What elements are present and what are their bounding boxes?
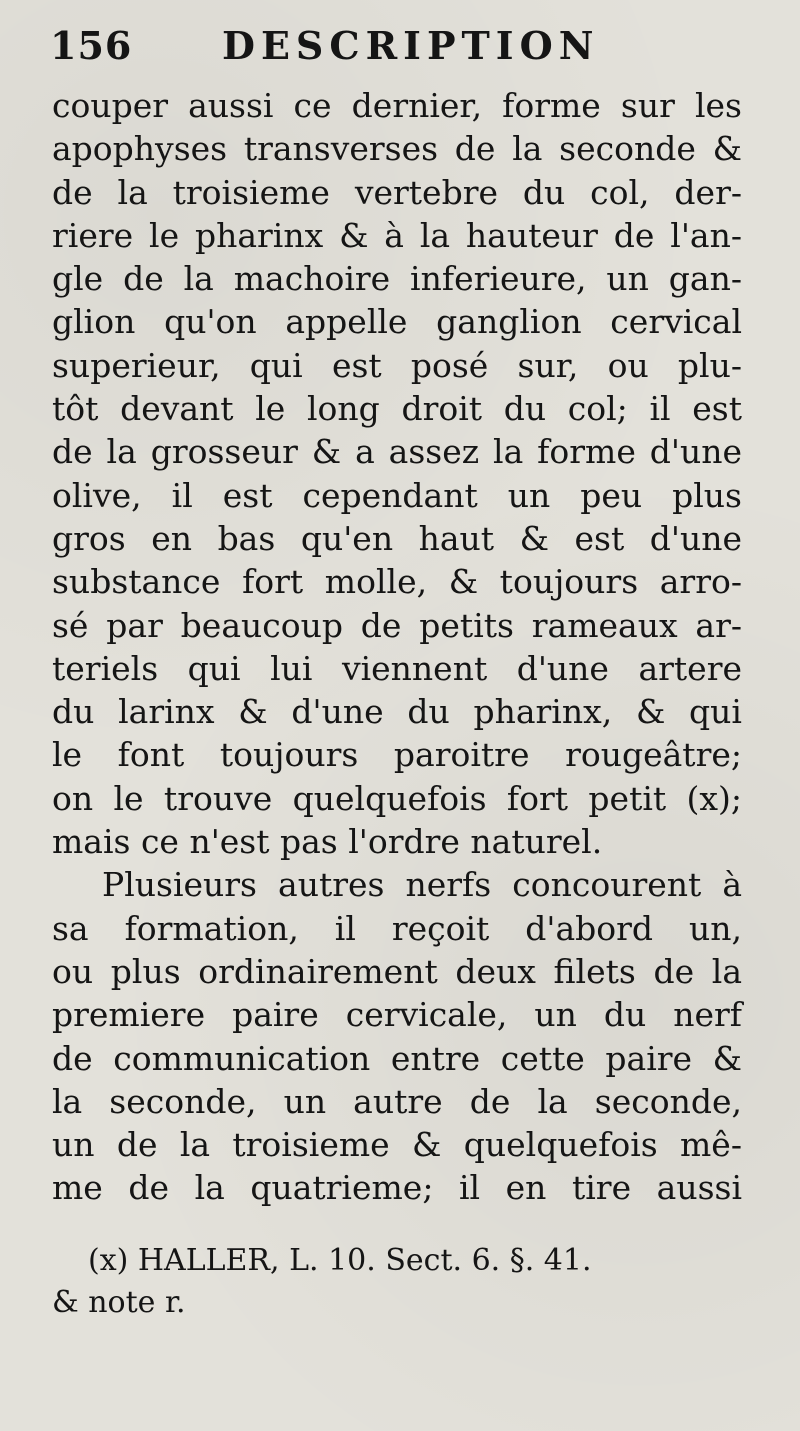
text-line: un de la troisieme & quelquefois mê- [52,1125,742,1165]
text-line: on le trouve quelquefois fort petit (x); [52,778,742,818]
text-line: glion qu'on appelle ganglion cervical [52,302,742,342]
text-line: substance fort molle, & toujours arro- [52,562,742,602]
text-line: Plusieurs autres nerfs concourent à [102,865,742,905]
text-line: gros en bas qu'en haut & est d'une [52,518,742,558]
text-line: superieur, qui est posé sur, ou plu- [52,345,742,385]
body-text [52,84,742,1210]
text-line: le font toujours paroitre rougeâtre; [52,735,742,775]
page-number: 156 [50,23,133,68]
text-line: premiere paire cervicale, un du nerf [52,995,742,1035]
text-line: apophyses transverses de la seconde & [52,129,742,169]
text-line: riere le pharinx & à la hauteur de l'an- [52,215,742,255]
footnote-line: (x) HALLER, L. 10. Sect. 6. §. 41. [88,1243,592,1278]
footnote [52,1240,742,1324]
text-line: de communication entre cette paire & [52,1038,742,1078]
text-line: me de la quatrieme; il en tire aussi [52,1168,742,1208]
text-line: teriels qui lui viennent d'une artere [52,648,742,688]
text-line: la seconde, un autre de la seconde, [52,1081,742,1121]
text-line: olive, il est cependant un peu plus [52,475,742,515]
text-line: tôt devant le long droit du col; il est [52,389,742,429]
text-line: du larinx & d'une du pharinx, & qui [52,692,742,732]
text-line: de la grosseur & a assez la forme d'une [52,432,742,472]
text-line: sé par beaucoup de petits rameaux ar- [52,605,742,645]
text-line: de la troisieme vertebre du col, der- [52,172,742,212]
page-header [50,14,750,74]
footnote-line: & note r. [52,1285,186,1320]
text-line: couper aussi ce dernier, forme sur les [52,86,742,125]
text-line: mais ce n'est pas l'ordre naturel. [52,822,603,862]
text-line: gle de la machoire inferieure, un gan- [52,259,742,299]
text-line: ou plus ordinairement deux filets de la [52,951,742,991]
text-line: sa formation, il reçoit d'abord un, [52,908,742,948]
running-head: DESCRIPTION [222,23,600,68]
